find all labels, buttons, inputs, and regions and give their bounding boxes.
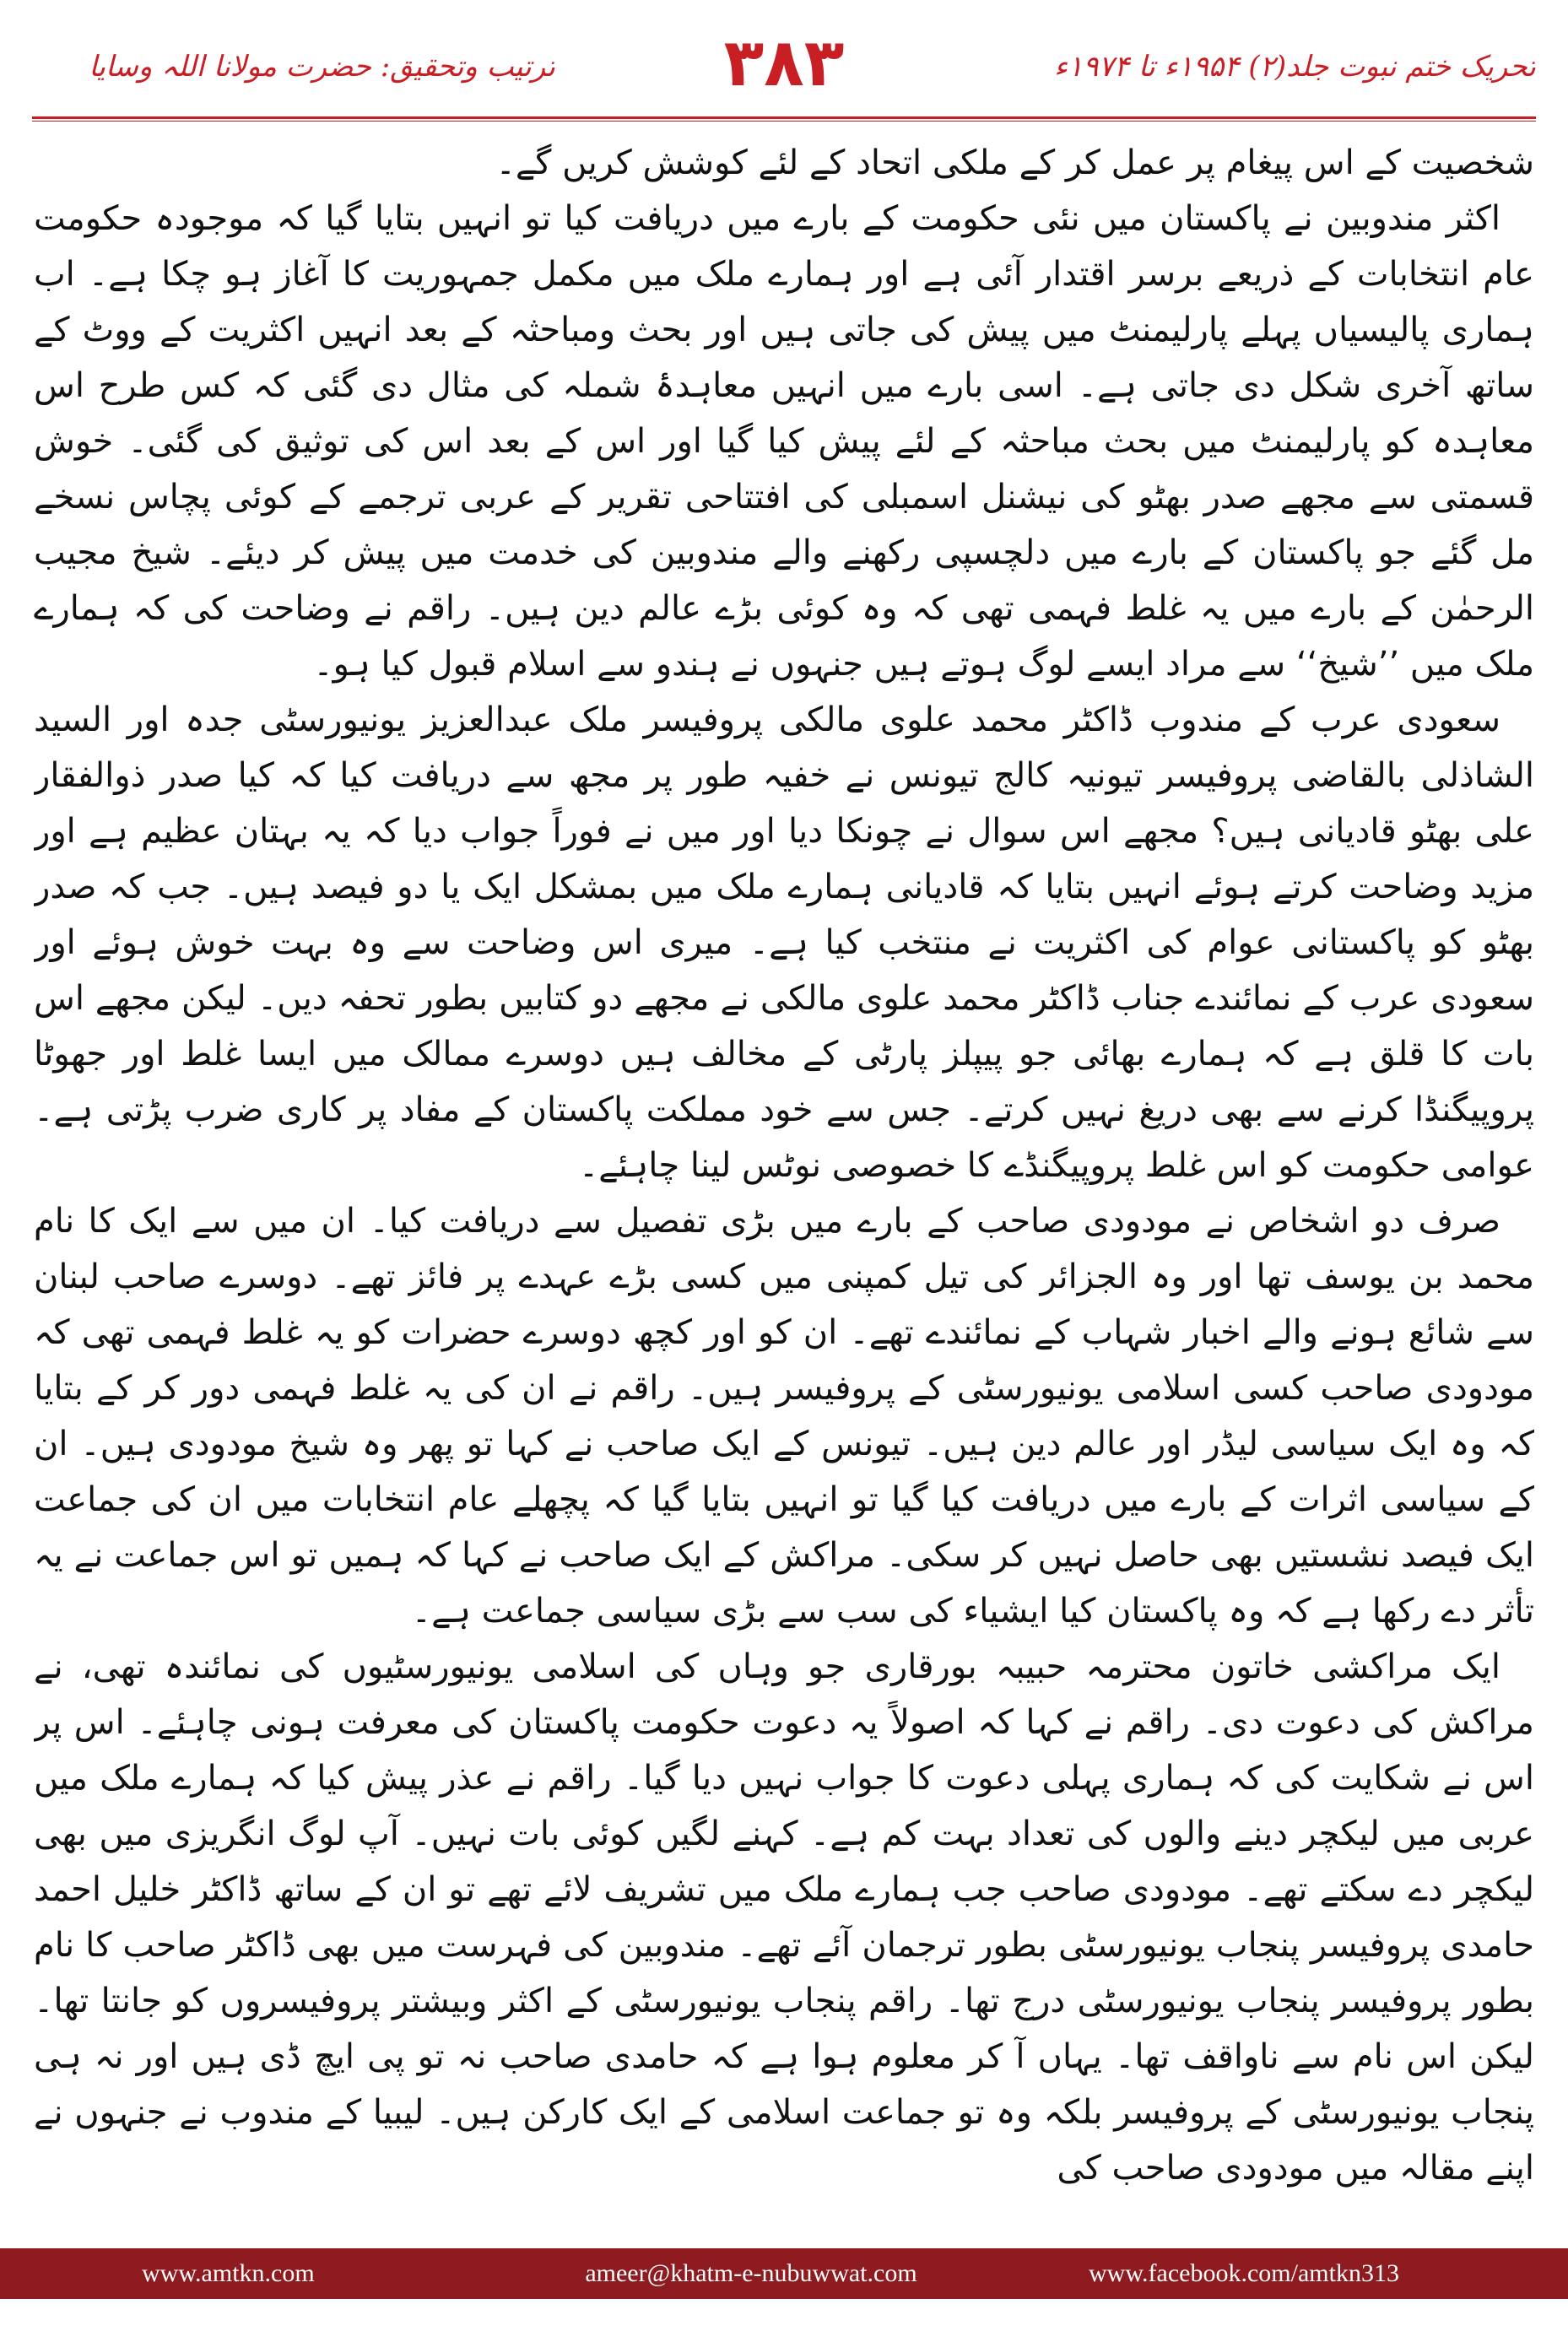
book-title: تحریک ختم نبوت جلد(۲) ۱۹۵۴ء تا ۱۹۷۴ء bbox=[1054, 50, 1536, 84]
email-link[interactable]: ameer@khatm-e-nubuwwat.com bbox=[585, 2259, 917, 2287]
paragraph-moroccan-invitation: ایک مراکشی خاتون محترمہ حبیبہ بورقاری جو وہاں کی اسلامی یونیورسٹیوں کی نمائندہ تھی، نے مراکش کی دعوت دی۔ راقم نے کہا کہ اصولاً یہ دعوت حکومت پاکستان کی معرفت ہونی چاہئے۔ اس پر اس نے شکایت کی کہ ہماری پہلی دعوت کا جواب نہیں دیا گیا۔ راقم نے عذر پیش کیا کہ ہمارے ملک میں عربی میں لیکچر دینے والوں کی تعداد بہت کم ہے۔ کہنے لگیں کوئی بات نہیں۔ آپ لوگ انگریزی میں بھی لیکچر دے سکتے تھے۔ مودودی صاحب جب ہمارے ملک میں تشریف لائے تھے تو ان کے ساتھ ڈاکٹر خلیل احمد حامدی پروفیسر پنجاب یونیورسٹی بطور ترجمان آئے تھے۔ مندوبین کی فہرست میں بھی ڈاکٹر صاحب کا نام بطور پروفیسر پنجاب یونیورسٹی درج تھا۔ راقم پنجاب یونیورسٹی کے اکثر وبیشتر پروفیسروں کو جانتا تھا۔ لیکن اس نام سے ناواقف تھا۔ یہاں آ کر معلوم ہوا ہے کہ حامدی صاحب نہ تو پی ایچ ڈی ہیں اور نہ ہی پنجاب یونیورسٹی کے پروفیسر بلکہ وہ تو جماعت اسلامی کے ایک کارکن ہیں۔ لیبیا کے مندوب نے جنہوں نے اپنے مقالہ میں مودودی صاحب کی bbox=[34, 1647, 1534, 2188]
page-header bbox=[0, 0, 1568, 118]
paragraph-saudi-delegate: سعودی عرب کے مندوب ڈاکٹر محمد علوی مالکی پروفیسر ملک عبدالعزیز یونیورسٹی جدہ اور السید الشاذلی بالقاضی پروفیسر تیونیہ کالج تیونس نے خفیہ طور پر مجھ سے دریافت کیا کہ کیا صدر ذوالفقار علی بھٹو قادیانی ہیں؟ مجھے اس سوال نے چونکا دیا اور میں نے فوراً جواب دیا کہ یہ بہتان عظیم ہے اور مزید وضاحت کرتے ہوئے انہیں بتایا کہ قادیانی ہمارے ملک میں بمشکل ایک یا دو فیصد ہیں۔ جب کہ صدر بھٹو کو پاکستانی عوام کی اکثریت نے منتخب کیا ہے۔ میری اس وضاحت سے وہ بہت خوش ہوئے اور سعودی عرب کے نمائندے جناب ڈاکٹر محمد علوی مالکی نے مجھے دو کتابیں بطور تحفہ دیں۔ لیکن مجھے اس بات کا قلق ہے کہ ہمارے بھائی جو پیپلز پارٹی کے مخالف ہیں دوسرے ممالک میں ایسا غلط اور جھوٹا پروپیگنڈا کرنے سے بھی دریغ نہیں کرتے۔ جس سے خود مملکت پاکستان کے مفاد پر کاری ضرب پڑتی ہے۔ عوامی حکومت کو اس غلط پروپیگنڈے کا خصوصی نوٹس لینا چاہئے۔ bbox=[34, 700, 1534, 1185]
page-body bbox=[34, 135, 1534, 2228]
page-footer bbox=[0, 2248, 1568, 2299]
website-link[interactable]: www.amtkn.com bbox=[142, 2259, 315, 2287]
compiler-credit: ترتیب وتحقیق: حضرت مولانا اللہ وسایا bbox=[89, 50, 555, 84]
paragraph-maududi-inquiry: صرف دو اشخاص نے مودودی صاحب کے بارے میں بڑی تفصیل سے دریافت کیا۔ ان میں سے ایک کا نام محمد بن یوسف تھا اور وہ الجزائر کی تیل کمپنی میں کسی بڑے عہدے پر فائز تھے۔ دوسرے صاحب لبنان سے شائع ہونے والے اخبار شہاب کے نمائندے تھے۔ ان کو اور کچھ دوسرے حضرات کو یہ غلط فہمی تھی کہ مودودی صاحب کسی اسلامی یونیورسٹی کے پروفیسر ہیں۔ راقم نے ان کی یہ غلط فہمی دور کر کے بتایا کہ وہ ایک سیاسی لیڈر اور عالم دین ہیں۔ تیونس کے ایک صاحب نے کہا تو پھر وہ شیخ مودودی ہیں۔ ان کے سیاسی اثرات کے بارے میں دریافت کیا گیا تو انہیں بتایا گیا کہ پچھلے عام انتخابات میں ان کی جماعت ایک فیصد نشستیں بھی حاصل نہیں کر سکی۔ مراکش کے ایک صاحب نے کہا کہ ہمیں تو اس جماعت نے یہ تأثر دے رکھا ہے کہ وہ پاکستان کیا ایشیاء کی سب سے بڑی سیاسی جماعت ہے۔ bbox=[34, 1202, 1534, 1631]
paragraph-new-government: اکثر مندوبین نے پاکستان میں نئی حکومت کے بارے میں دریافت کیا تو انہیں بتایا گیا کہ موجودہ حکومت عام انتخابات کے ذریعے برسر اقتدار آئی ہے اور ہمارے ملک میں مکمل جمہوریت کا آغاز ہو چکا ہے۔ اب ہماری پالیسیاں پہلے پارلیمنٹ میں پیش کی جاتی ہیں اور بحث ومباحثہ کے بعد انہیں اکثریت کے ووٹ کے ساتھ آخری شکل دی جاتی ہے۔ اسی بارے میں انہیں معاہدۂ شملہ کی مثال دی گئی کہ کس طرح اس معاہدہ کو پارلیمنٹ میں بحث مباحثہ کے لئے پیش کیا گیا اور اس کے بعد اس کی توثیق کی گئی۔ خوش قسمتی سے مجھے صدر بھٹو کی نیشنل اسمبلی کی افتتاحی تقریر کے عربی ترجمے کے کوئی پچاس نسخے مل گئے جو پاکستان کے بارے میں دلچسپی رکھنے والے مندوبین کی خدمت میں پیش کر دیئے۔ شیخ مجیب الرحمٰن کے بارے میں یہ غلط فہمی تھی کہ وہ کوئی بڑے عالم دین ہیں۔ راقم نے وضاحت کی کہ ہمارے ملک میں ’’شیخ‘‘ سے مراد ایسے لوگ ہوتے ہیں جنہوں نے ہندو سے اسلام قبول کیا ہو۔ bbox=[34, 199, 1534, 684]
facebook-link[interactable]: www.facebook.com/amtkn313 bbox=[1089, 2259, 1399, 2287]
header-divider bbox=[32, 116, 1536, 122]
page-number: ۳۸۳ bbox=[723, 25, 845, 101]
paragraph-continuation: شخصیت کے اس پیغام پر عمل کر کے ملکی اتحاد کے لئے کوشش کریں گے۔ bbox=[495, 143, 1534, 182]
